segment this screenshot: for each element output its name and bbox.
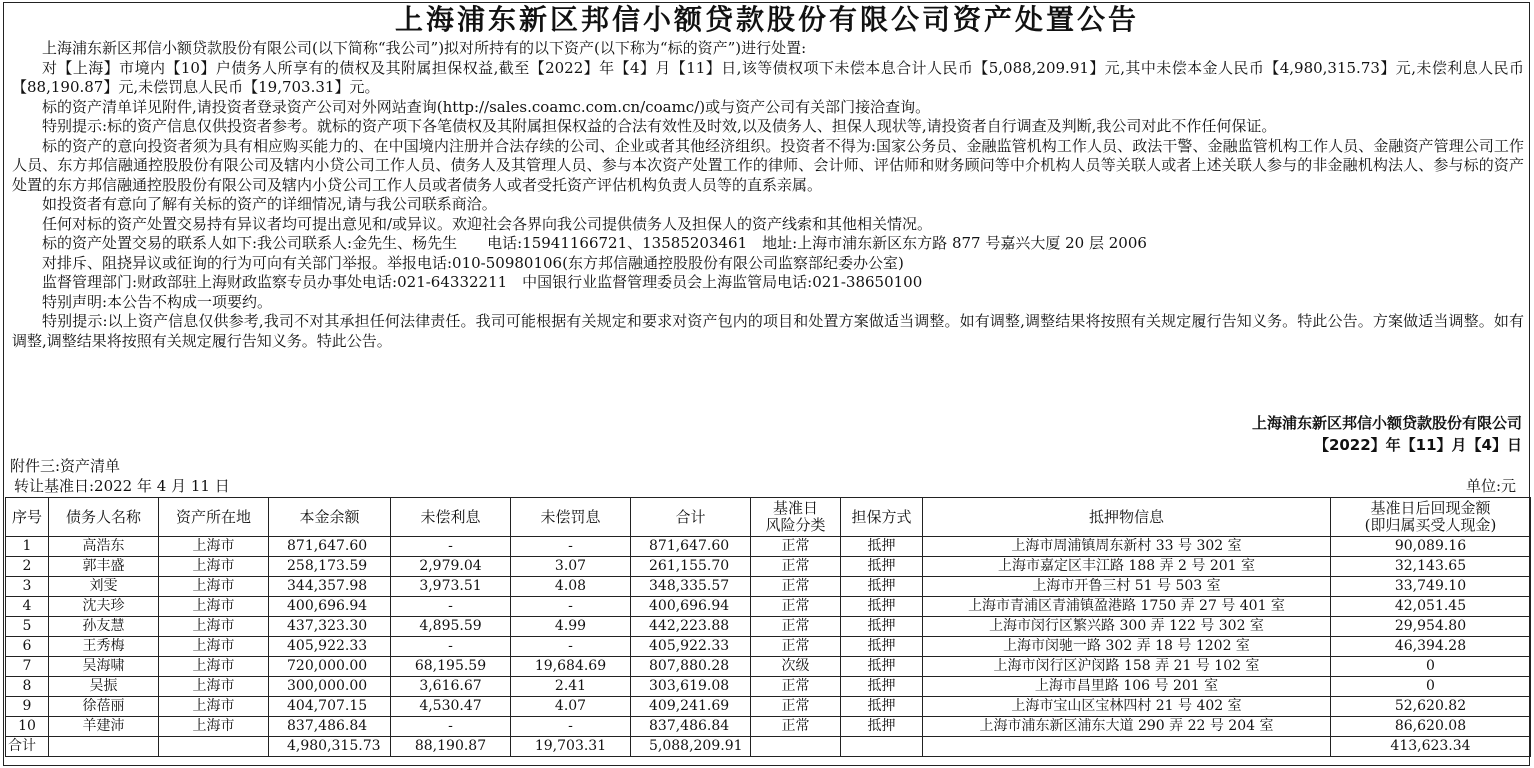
cell-location: 上海市 [159, 557, 269, 577]
cell-risk: 正常 [751, 697, 841, 717]
table-row [6, 697, 1531, 717]
cell-guarantee: 抵押 [841, 617, 923, 637]
cell-principal: 871,647.60 [269, 537, 391, 557]
cell-debtor: 羊建沛 [49, 717, 159, 737]
cell-guarantee: 抵押 [841, 557, 923, 577]
cell-principal: 300,000.00 [269, 677, 391, 697]
cell-location: 上海市 [159, 617, 269, 637]
table-header-row [6, 498, 1531, 537]
cell-interest: 68,195.59 [391, 657, 511, 677]
signature-date: 【2022】年【11】月【4】日 [1313, 436, 1522, 454]
paragraph-claims: 对【上海】市境内【10】户债务人所享有的债权及其附属担保权益,截至【2022】年【4】月【11】日,该等债权项下未偿本息合计人民币【5,088,209.91】元,其中未偿本金人民币【4,980,315.73】元,未偿利息人民币【88,190.87】元,未偿罚息人民币【19,703.31】元。 [12, 58, 1524, 96]
signature-company: 上海浦东新区邦信小额贷款股份有限公司 [1251, 414, 1522, 432]
cell-total: 261,155.70 [631, 557, 751, 577]
cell-interest: - [391, 597, 511, 617]
table-row [6, 557, 1531, 577]
cell-penalty: 19,703.31 [511, 737, 631, 757]
cell-collateral: 上海市闵驰一路 302 弄 18 号 1202 室 [923, 637, 1331, 657]
cell-interest: 2,979.04 [391, 557, 511, 577]
cell-risk: 次级 [751, 657, 841, 677]
paragraph-statement: 特别声明:本公告不构成一项要约。 [42, 292, 273, 311]
cell-interest: 3,973.51 [391, 577, 511, 597]
cell-index: 2 [6, 557, 49, 577]
header-col-principal: 本金余额 [269, 498, 391, 537]
cell-penalty: 19,684.69 [511, 657, 631, 677]
cell-cash: 0 [1331, 677, 1531, 697]
asset-table [5, 497, 1531, 757]
header-col-cash: 基准日后回现金额 (即归属买受人现金) [1331, 498, 1531, 537]
paragraph-special-tip: 特别提示:标的资产信息仅供投资者参考。就标的资产项下各笔债权及其附属担保权益的合法有效性及时效,以及债务人、担保人现状等,请投资者自行调查及判断,我公司对此不作任何保证。 [42, 117, 1277, 135]
paragraph-objection: 任何对标的资产处置交易持有异议者均可提出意见和/或异议。欢迎社会各界向我公司提供债务人及担保人的资产线索和其他相关情况。 [42, 214, 933, 233]
cell-index: 9 [6, 697, 49, 717]
attachment-title: 附件三:资产清单 [10, 457, 121, 475]
paragraph-contact-intent: 如投资者有意向了解有关标的资产的详细情况,请与我公司联系商洽。 [42, 195, 497, 213]
cell-cash: 46,394.28 [1331, 637, 1531, 657]
cell-guarantee: 抵押 [841, 717, 923, 737]
cell-location: 上海市 [159, 597, 269, 617]
cell-total: 409,241.69 [631, 697, 751, 717]
cell-total: 807,880.28 [631, 657, 751, 677]
paragraph-final-tip: 特别提示:以上资产信息仅供参考,我司不对其承担任何法律责任。我司可能根据有关规定和要求对资产包内的项目和处置方案做适当调整。如有调整,调整结果将按照有关规定履行告知义务。特此公告。方案做适当调整。如有调整,调整结果将按照有关规定履行告知义务。特此公告。 [12, 312, 1524, 350]
cell-principal: 404,707.15 [269, 697, 391, 717]
cell-risk [751, 737, 841, 757]
cell-total: 348,335.57 [631, 577, 751, 597]
header-col-total: 合计 [631, 498, 751, 537]
cell-risk: 正常 [751, 597, 841, 617]
cell-collateral: 上海市开鲁三村 51 号 503 室 [923, 577, 1331, 597]
cell-total: 837,486.84 [631, 717, 751, 737]
cell-collateral: 上海市嘉定区丰江路 188 弄 2 号 201 室 [923, 557, 1331, 577]
base-date: 转让基准日:2022 年 4 月 11 日 [14, 477, 230, 495]
notice-body [12, 39, 1524, 351]
cell-principal: 405,922.33 [269, 637, 391, 657]
cell-total: 442,223.88 [631, 617, 751, 637]
cell-index: 8 [6, 677, 49, 697]
cell-total: 871,647.60 [631, 537, 751, 557]
paragraph-investor-eligibility: 标的资产的意向投资者须为具有相应购买能力的、在中国境内注册并合法存续的公司、企业或者其他经济组织。投资者不得为:国家公务员、金融监管机构工作人员、政法干警、金融监管机构工作人员、金融资产管理公司工作人员、东方邦信融通控股股份有限公司及辖内小贷公司工作人员、债务人及其管理人员、参与本次资产处置工作的律师、会计师、评估师和财务顾问等中介机构人员等关联人或者上述关联人参与的非金融机构法人、参与标的资产处置的东方邦信融通控股股份有限公司及辖内小贷公司工作人员或者债务人或者受托资产评估机构负责人员等的直系亲属。 [12, 136, 1524, 194]
cell-debtor [49, 737, 159, 757]
cell-penalty: - [511, 717, 631, 737]
cell-location: 上海市 [159, 697, 269, 717]
paragraph-supervision: 监督管理部门:财政部驻上海财政监察专员办事处电话:021-64332211 中国银行业监督管理委员会上海监管局电话:021-38650100 [42, 273, 923, 291]
cell-principal: 258,173.59 [269, 557, 391, 577]
cell-collateral: 上海市青浦区青浦镇盈港路 1750 弄 27 号 401 室 [923, 597, 1331, 617]
cell-principal: 344,357.98 [269, 577, 391, 597]
table-row [6, 637, 1531, 657]
cell-index: 3 [6, 577, 49, 597]
cell-penalty: 3.07 [511, 557, 631, 577]
cell-principal: 400,696.94 [269, 597, 391, 617]
cell-cash: 52,620.82 [1331, 697, 1531, 717]
cell-location: 上海市 [159, 537, 269, 557]
table-total-row [6, 737, 1531, 757]
cell-guarantee [841, 737, 923, 757]
cell-index: 10 [6, 717, 49, 737]
cell-guarantee: 抵押 [841, 597, 923, 617]
cell-penalty: 2.41 [511, 677, 631, 697]
cell-interest: 88,190.87 [391, 737, 511, 757]
table-row [6, 597, 1531, 617]
cell-principal: 837,486.84 [269, 717, 391, 737]
cell-location: 上海市 [159, 717, 269, 737]
cell-interest: 4,530.47 [391, 697, 511, 717]
cell-interest: - [391, 537, 511, 557]
paragraph-contacts: 标的资产处置交易的联系人如下:我公司联系人:金先生、杨先生 电话:15941166721、13585203461 地址:上海市浦东新区东方路 877 号嘉兴大厦 20 层 2006 [42, 234, 1147, 252]
cell-total: 5,088,209.91 [631, 737, 751, 757]
cell-interest: 3,616.67 [391, 677, 511, 697]
cell-location: 上海市 [159, 677, 269, 697]
table-row [6, 537, 1531, 557]
paragraph-report: 对排斥、阻挠异议或征询的行为可向有关部门举报。举报电话:010-50980106(东方邦信融通控股股份有限公司监察部纪委办公室) [42, 253, 904, 272]
header-col-debtor: 债务人名称 [49, 498, 159, 537]
cell-guarantee: 抵押 [841, 537, 923, 557]
cell-index: 4 [6, 597, 49, 617]
cell-debtor: 孙友慧 [49, 617, 159, 637]
cell-cash: 42,051.45 [1331, 597, 1531, 617]
cell-penalty: 4.08 [511, 577, 631, 597]
header-col-index: 序号 [6, 498, 49, 537]
table-row [6, 617, 1531, 637]
cell-index: 5 [6, 617, 49, 637]
cell-location: 上海市 [159, 637, 269, 657]
cell-cash: 413,623.34 [1331, 737, 1531, 757]
cell-debtor: 王秀梅 [49, 637, 159, 657]
cell-collateral: 上海市闵行区沪闵路 158 弄 21 号 102 室 [923, 657, 1331, 677]
table-row [6, 717, 1531, 737]
cell-collateral: 上海市昌里路 106 号 201 室 [923, 677, 1331, 697]
cell-guarantee: 抵押 [841, 677, 923, 697]
cell-location: 上海市 [159, 577, 269, 597]
cell-guarantee: 抵押 [841, 697, 923, 717]
cell-cash: 32,143.65 [1331, 557, 1531, 577]
cell-risk: 正常 [751, 617, 841, 637]
header-col-location: 资产所在地 [159, 498, 269, 537]
cell-cash: 29,954.80 [1331, 617, 1531, 637]
cell-index: 6 [6, 637, 49, 657]
header-col-collateral: 抵押物信息 [923, 498, 1331, 537]
table-row [6, 677, 1531, 697]
cell-debtor: 高浩东 [49, 537, 159, 557]
cell-collateral: 上海市宝山区宝林四村 21 号 402 室 [923, 697, 1331, 717]
cell-debtor: 吴振 [49, 677, 159, 697]
cell-guarantee: 抵押 [841, 637, 923, 657]
cell-principal: 4,980,315.73 [269, 737, 391, 757]
cell-total: 400,696.94 [631, 597, 751, 617]
cell-collateral [923, 737, 1331, 757]
cell-penalty: - [511, 537, 631, 557]
cell-interest: - [391, 717, 511, 737]
header-col-guarantee: 担保方式 [841, 498, 923, 537]
cell-interest: - [391, 637, 511, 657]
cell-penalty: - [511, 637, 631, 657]
cell-total: 405,922.33 [631, 637, 751, 657]
cell-risk: 正常 [751, 577, 841, 597]
notice-title: 上海浦东新区邦信小额贷款股份有限公司资产处置公告 [394, 3, 1139, 36]
cell-penalty: 4.99 [511, 617, 631, 637]
header-col-risk: 基准日 风险分类 [751, 498, 841, 537]
cell-principal: 720,000.00 [269, 657, 391, 677]
cell-interest: 4,895.59 [391, 617, 511, 637]
table-row [6, 657, 1531, 677]
cell-collateral: 上海市周浦镇周东新村 33 号 302 室 [923, 537, 1331, 557]
cell-debtor: 郭丰盛 [49, 557, 159, 577]
cell-risk: 正常 [751, 637, 841, 657]
cell-guarantee: 抵押 [841, 577, 923, 597]
cell-principal: 437,323.30 [269, 617, 391, 637]
unit-label: 单位:元 [1465, 477, 1516, 495]
cell-collateral: 上海市浦东新区浦东大道 290 弄 22 号 204 室 [923, 717, 1331, 737]
cell-location [159, 737, 269, 757]
cell-penalty: - [511, 597, 631, 617]
cell-cash: 86,620.08 [1331, 717, 1531, 737]
cell-index: 合计 [6, 737, 49, 757]
table-row [6, 577, 1531, 597]
cell-risk: 正常 [751, 537, 841, 557]
cell-cash: 33,749.10 [1331, 577, 1531, 597]
cell-index: 7 [6, 657, 49, 677]
paragraph-intro: 上海浦东新区邦信小额贷款股份有限公司(以下简称“我公司”)拟对所持有的以下资产(以下称为“标的资产”)进行处置: [42, 39, 807, 57]
cell-cash: 90,089.16 [1331, 537, 1531, 557]
cell-cash: 0 [1331, 657, 1531, 677]
cell-total: 303,619.08 [631, 677, 751, 697]
cell-collateral: 上海市闵行区繁兴路 300 弄 122 号 302 室 [923, 617, 1331, 637]
cell-penalty: 4.07 [511, 697, 631, 717]
cell-index: 1 [6, 537, 49, 557]
cell-debtor: 刘雯 [49, 577, 159, 597]
header-col-interest: 未偿利息 [391, 498, 511, 537]
cell-risk: 正常 [751, 717, 841, 737]
cell-risk: 正常 [751, 677, 841, 697]
paragraph-asset-list: 标的资产清单详见附件,请投资者登录资产公司对外网站查询(http://sales.coamc.com.cn/coamc/)或与资产公司有关部门接洽查询。 [42, 97, 931, 116]
cell-debtor: 吴海啸 [49, 657, 159, 677]
cell-debtor: 徐蓓丽 [49, 697, 159, 717]
cell-debtor: 沈夫珍 [49, 597, 159, 617]
cell-risk: 正常 [751, 557, 841, 577]
header-col-penalty: 未偿罚息 [511, 498, 631, 537]
cell-location: 上海市 [159, 657, 269, 677]
cell-guarantee: 抵押 [841, 657, 923, 677]
